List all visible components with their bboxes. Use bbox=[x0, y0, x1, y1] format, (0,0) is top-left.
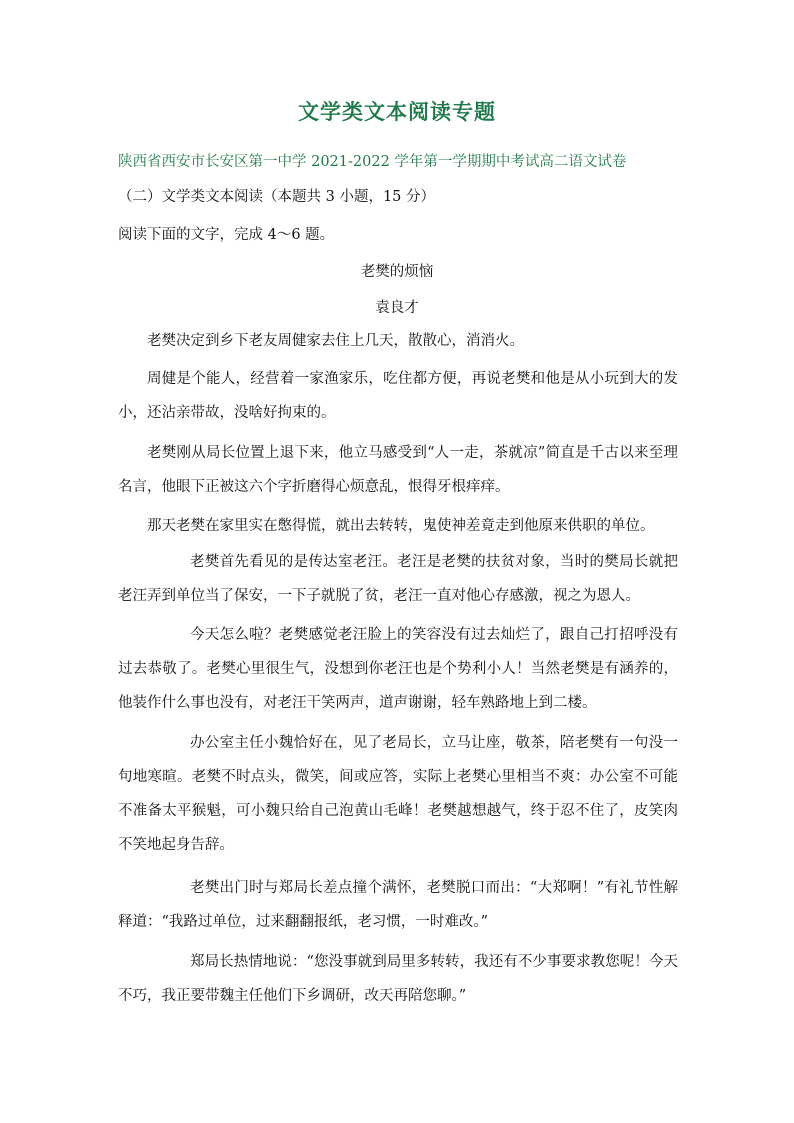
paragraph: 办公室主任小魏恰好在，见了老局长，立马让座，敬茶，陪老樊有一句没一句地寒暄。老樊不时点头，微笑，间或应答，实际上老樊心里相当不爽：办公室不可能不准备太平猴魁，可小魏只给自己泡黄山毛峰！老樊越想越气，终于忍不住了，皮笑肉不笑地起身告辞。 bbox=[118, 735, 678, 853]
paragraph: 今天怎么啦？老樊感觉老汪脸上的笑容没有过去灿烂了，跟自己打招呼没有过去恭敬了。老樊心里很生气，没想到你老汪也是个势利小人！当然老樊是有涵养的，他装作什么事也没有，对老汪干笑两声，道声谢谢，轻车熟路地上到二楼。 bbox=[118, 627, 678, 711]
story-author: 袁良才 bbox=[375, 300, 419, 316]
section-heading: （二）文学类文本阅读（本题共 3 小题，15 分） bbox=[118, 189, 436, 205]
paragraph: 老樊首先看见的是传达室老汪。老汪是老樊的扶贫对象，当时的樊局长就把老汪弄到单位当了保安，一下子就脱了贫，老汪一直对他心存感激，视之为恩人。 bbox=[118, 554, 678, 604]
source-line: 陕西省西安市长安区第一中学 2021-2022 学年第一学期期中考试高二语文试卷 bbox=[118, 154, 627, 170]
paragraph: 周健是个能人，经营着一家渔家乐，吃住都方便，再说老樊和他是从小玩到大的发小，还沾亲带故，没啥好拘束的。 bbox=[118, 371, 678, 421]
paragraph: 老樊决定到乡下老友周健家去住上几天，散散心，消消火。 bbox=[147, 333, 524, 349]
story-title: 老樊的烦恼 bbox=[360, 264, 434, 280]
paragraph: 老樊刚从局长位置上退下来，他立马感受到“人一走，茶就凉”简直是千古以来至理名言，他眼下正被这六个字折磨得心烦意乱，恨得牙根痒痒。 bbox=[118, 445, 678, 495]
paragraph: 那天老樊在家里实在憋得慌，就出去转转，鬼使神差竟走到他原来供职的单位。 bbox=[147, 518, 655, 534]
paragraph: 郑局长热情地说：“您没事就到局里多转转，我还有不少事要求教您呢！今天不巧，我正要带魏主任他们下乡调研，改天再陪您聊。” bbox=[118, 954, 678, 1004]
document-title: 文学类文本阅读专题 bbox=[298, 99, 496, 124]
paragraph: 老樊出门时与郑局长差点撞个满怀，老樊脱口而出：“大郑啊！”有礼节性解释道：“我路过单位，过来翻翻报纸，老习惯，一时难改。” bbox=[118, 880, 678, 930]
instruction-line: 阅读下面的文字，完成 4～6 题。 bbox=[118, 227, 335, 243]
